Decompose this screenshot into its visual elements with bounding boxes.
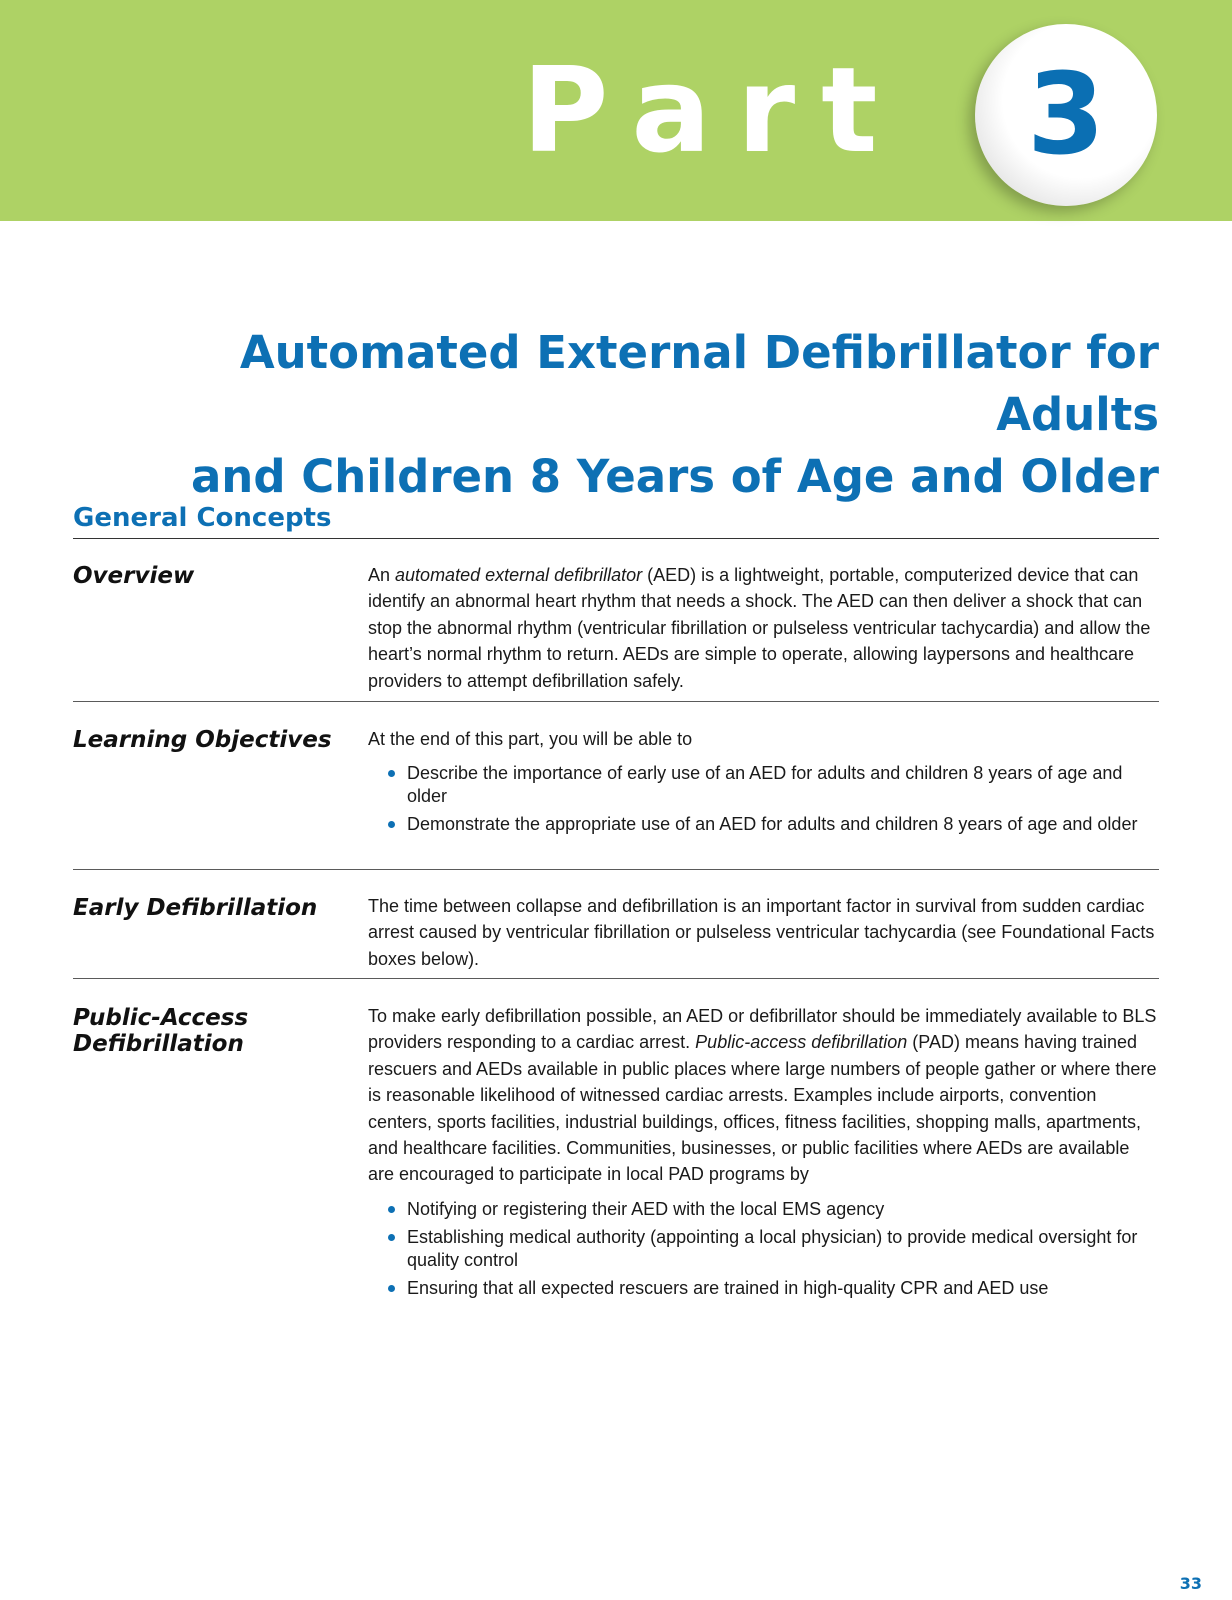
pad-list: [368, 1198, 1158, 1300]
early-defibrillation-body: [368, 893, 1158, 972]
overview-body: [368, 562, 1158, 694]
bullet-dot-icon: [388, 821, 395, 828]
overview-text-end: (AED) is a lightweight, portable, computerized device that can identify an abnormal heart rhythm that needs a shock. The AED can then deliver a shock that can stop the abnormal rhythm (ventricular fibrillation or pulseless ventricular tachycardia) and allow the heart’s normal rhythm to return. AEDs are simple to operate, allowing laypersons and healthcare providers to attempt defibrillation safely.: [368, 565, 1151, 691]
row-divider: [73, 978, 1159, 979]
objectives-body: [368, 726, 1158, 841]
list-item: [368, 1198, 1158, 1221]
list-item-text: Describe the importance of early use of an AED for adults and children 8 years of age and older: [407, 763, 1123, 807]
pad-text-end: (PAD) means having trained rescuers and AEDs available in public places where large numbers of people gather or where there is reasonable likelihood of witnessed cardiac arrests. Examples include airports, convention centers, sports facilities, industrial buildings, offices, fitness facilities, shopping malls, apartments, and healthcare facilities. Communities, businesses, or public facilities where AEDs are available are encouraged to participate in local PAD programs by: [368, 1032, 1157, 1185]
row-divider: [73, 869, 1159, 870]
list-item: [368, 1277, 1158, 1300]
overview-emphasis: automated external defibrillator: [395, 565, 643, 585]
list-item: [368, 1226, 1158, 1272]
list-item: [368, 813, 1158, 836]
overview-label: Overview: [73, 563, 195, 589]
part-heading: Part: [522, 41, 904, 179]
part-number: 3: [1027, 50, 1105, 180]
row-divider: [73, 701, 1159, 702]
pad-text-start: To make early defibrillation possible, an AED or defibrillator should be immediately available to BLS providers responding to a cardiac arrest.: [368, 1006, 1157, 1053]
pad-body: [368, 1003, 1158, 1305]
page-title: [79, 322, 1159, 508]
part-banner: [0, 0, 1232, 221]
list-item-text: Ensuring that all expected rescuers are trained in high-quality CPR and AED use: [407, 1277, 1049, 1298]
pad-emphasis: Public-access defibrillation: [695, 1032, 908, 1053]
objectives-intro: At the end of this part, you will be able to: [368, 729, 693, 749]
bullet-dot-icon: [388, 770, 395, 777]
overview-paragraph: [368, 562, 1158, 694]
title-line-1: Automated External Defibrillator for Adults: [239, 326, 1159, 441]
section-divider: [73, 538, 1159, 539]
objectives-list: [368, 762, 1158, 836]
early-defibrillation-paragraph: The time between collapse and defibrillation is an important factor in survival from sudden cardiac arrest caused by ventricular fibrillation or pulseless ventricular tachycardia (see Foundational Facts boxes below).: [368, 896, 1155, 969]
title-line-2: and Children 8 Years of Age and Older: [190, 450, 1159, 503]
objectives-label: Learning Objectives: [73, 727, 332, 753]
bullet-dot-icon: [388, 1206, 395, 1213]
pad-paragraph: [368, 1003, 1158, 1188]
part-number-badge: [975, 24, 1157, 206]
overview-text-start: An: [368, 565, 396, 585]
section-title: General Concepts: [73, 503, 332, 533]
bullet-dot-icon: [388, 1285, 395, 1292]
list-item-text: Demonstrate the appropriate use of an AED for adults and children 8 years of age and older: [407, 814, 1138, 835]
pad-label-line-1: Public-Access: [73, 1005, 249, 1031]
early-defibrillation-label: Early Defibrillation: [73, 895, 318, 921]
list-item: [368, 762, 1158, 808]
pad-label: [73, 1005, 348, 1057]
page-number: 33: [1179, 1574, 1202, 1593]
list-item-text: Establishing medical authority (appointing a local physician) to provide medical oversight for quality control: [407, 1226, 1138, 1270]
bullet-dot-icon: [388, 1234, 395, 1241]
list-item-text: Notifying or registering their AED with the local EMS agency: [407, 1198, 885, 1219]
pad-label-line-2: Defibrillation: [73, 1031, 244, 1057]
